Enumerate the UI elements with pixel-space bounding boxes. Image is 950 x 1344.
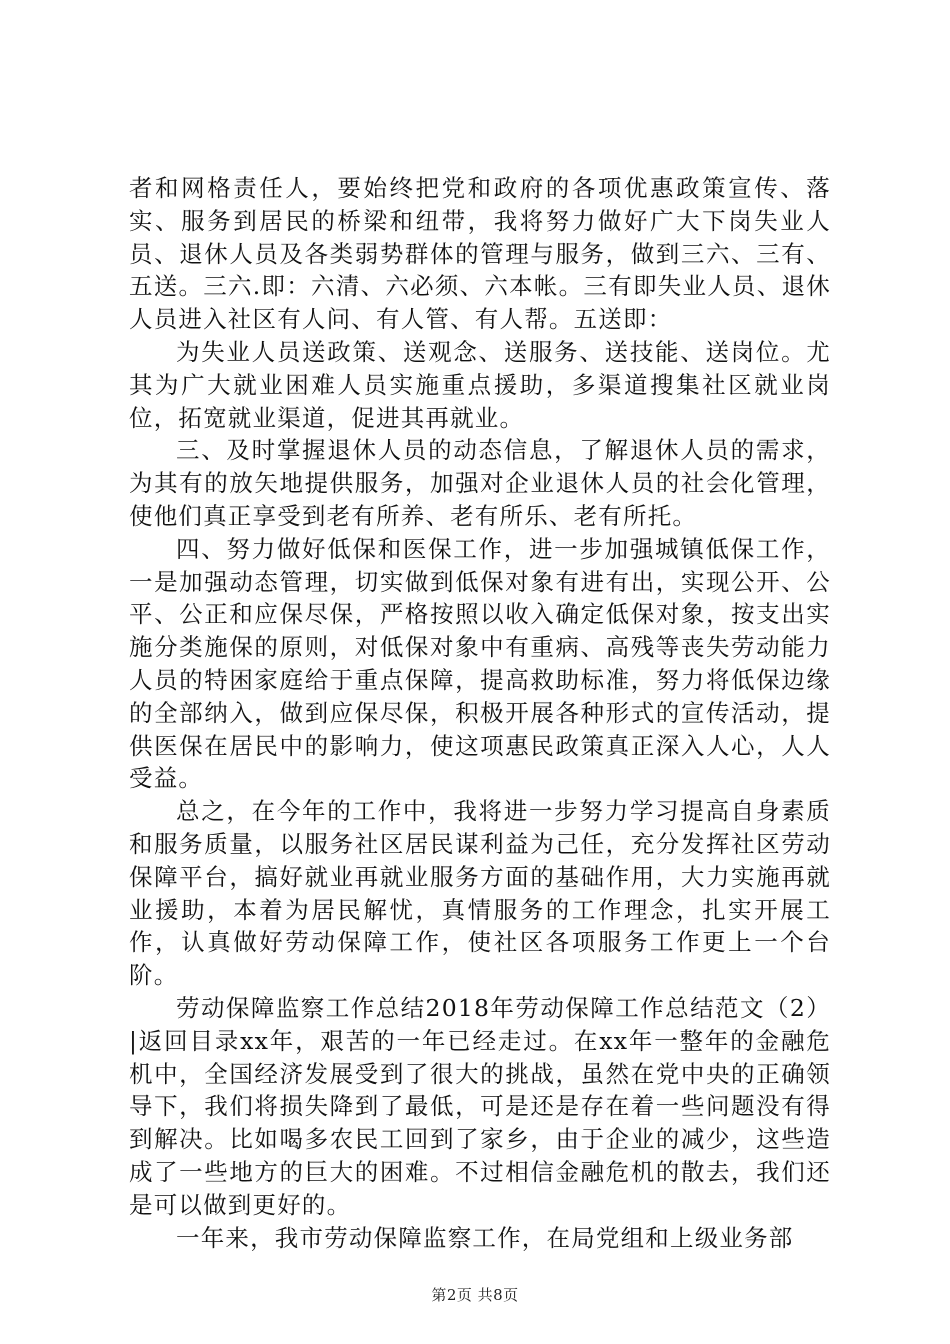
page-number-footer: 第2页 共8页 xyxy=(431,1286,519,1304)
paragraph-second-article: 劳动保障监察工作总结2018年劳动保障工作总结范文（2）|返回目录xx年，艰苦的一年已经走过。在xx年一整年的金融危机中，全国经济发展受到了很大的挑战，虽然在党中央的正确领导下，我们将损失降到了最低，可是还是存在着一些问题没有得到解决。比如喝多农民工回到了家乡，由于企业的减少，这些造成了一些地方的巨大的困难。不过相信金融危机的散去，我们还是可以做到更好的。 xyxy=(129,993,831,1219)
paragraph-year-review: 一年来，我市劳动保障监察工作，在局党组和上级业务部 xyxy=(176,1223,794,1252)
paragraph-section-four: 四、努力做好低保和医保工作，进一步加强城镇低保工作，一是加强动态管理，切实做到低保对象有进有出，实现公开、公平、公正和应保尽保，严格按照以收入确定低保对象，按支出实施分类施保的原则，对低保对象中有重病、高残等丧失劳动能力人员的特困家庭给于重点保障，提高救助标准，努力将低保边缘的全部纳入，做到应保尽保，积极开展各种形式的宣传活动，提供医保在居民中的影响力，使这项惠民政策真正深入人心，人人受益。 xyxy=(129,534,831,793)
paragraph-continued: 者和网格责任人，要始终把党和政府的各项优惠政策宣传、落实、服务到居民的桥梁和纽带，我将努力做好广大下岗失业人员、退休人员及各类弱势群体的管理与服务，做到三六、三有、五送。三六.即：六清、六必须、六本帐。三有即失业人员、退休人员进入社区有人问、有人管、有人帮。五送即： xyxy=(129,174,831,334)
paragraph-summary: 总之，在今年的工作中，我将进一步努力学习提高自身素质和服务质量，以服务社区居民谋利益为己任，充分发挥社区劳动保障平台，搞好就业再就业服务方面的基础作用，大力实施再就业援助，本着为居民解忧，真情服务的工作理念，扎实开展工作，认真做好劳动保障工作，使社区各项服务工作更上一个台阶。 xyxy=(129,797,831,990)
paragraph-five-sends: 为失业人员送政策、送观念、送服务、送技能、送岗位。尤其为广大就业困难人员实施重点援助，多渠道搜集社区就业岗位，拓宽就业渠道，促进其再就业。 xyxy=(129,337,831,432)
document-body xyxy=(129,172,831,1254)
paragraph-section-three: 三、及时掌握退休人员的动态信息，了解退休人员的需求，为其有的放矢地提供服务，加强对企业退休人员的社会化管理，使他们真正享受到老有所养、老有所乐、老有所托。 xyxy=(129,436,831,530)
